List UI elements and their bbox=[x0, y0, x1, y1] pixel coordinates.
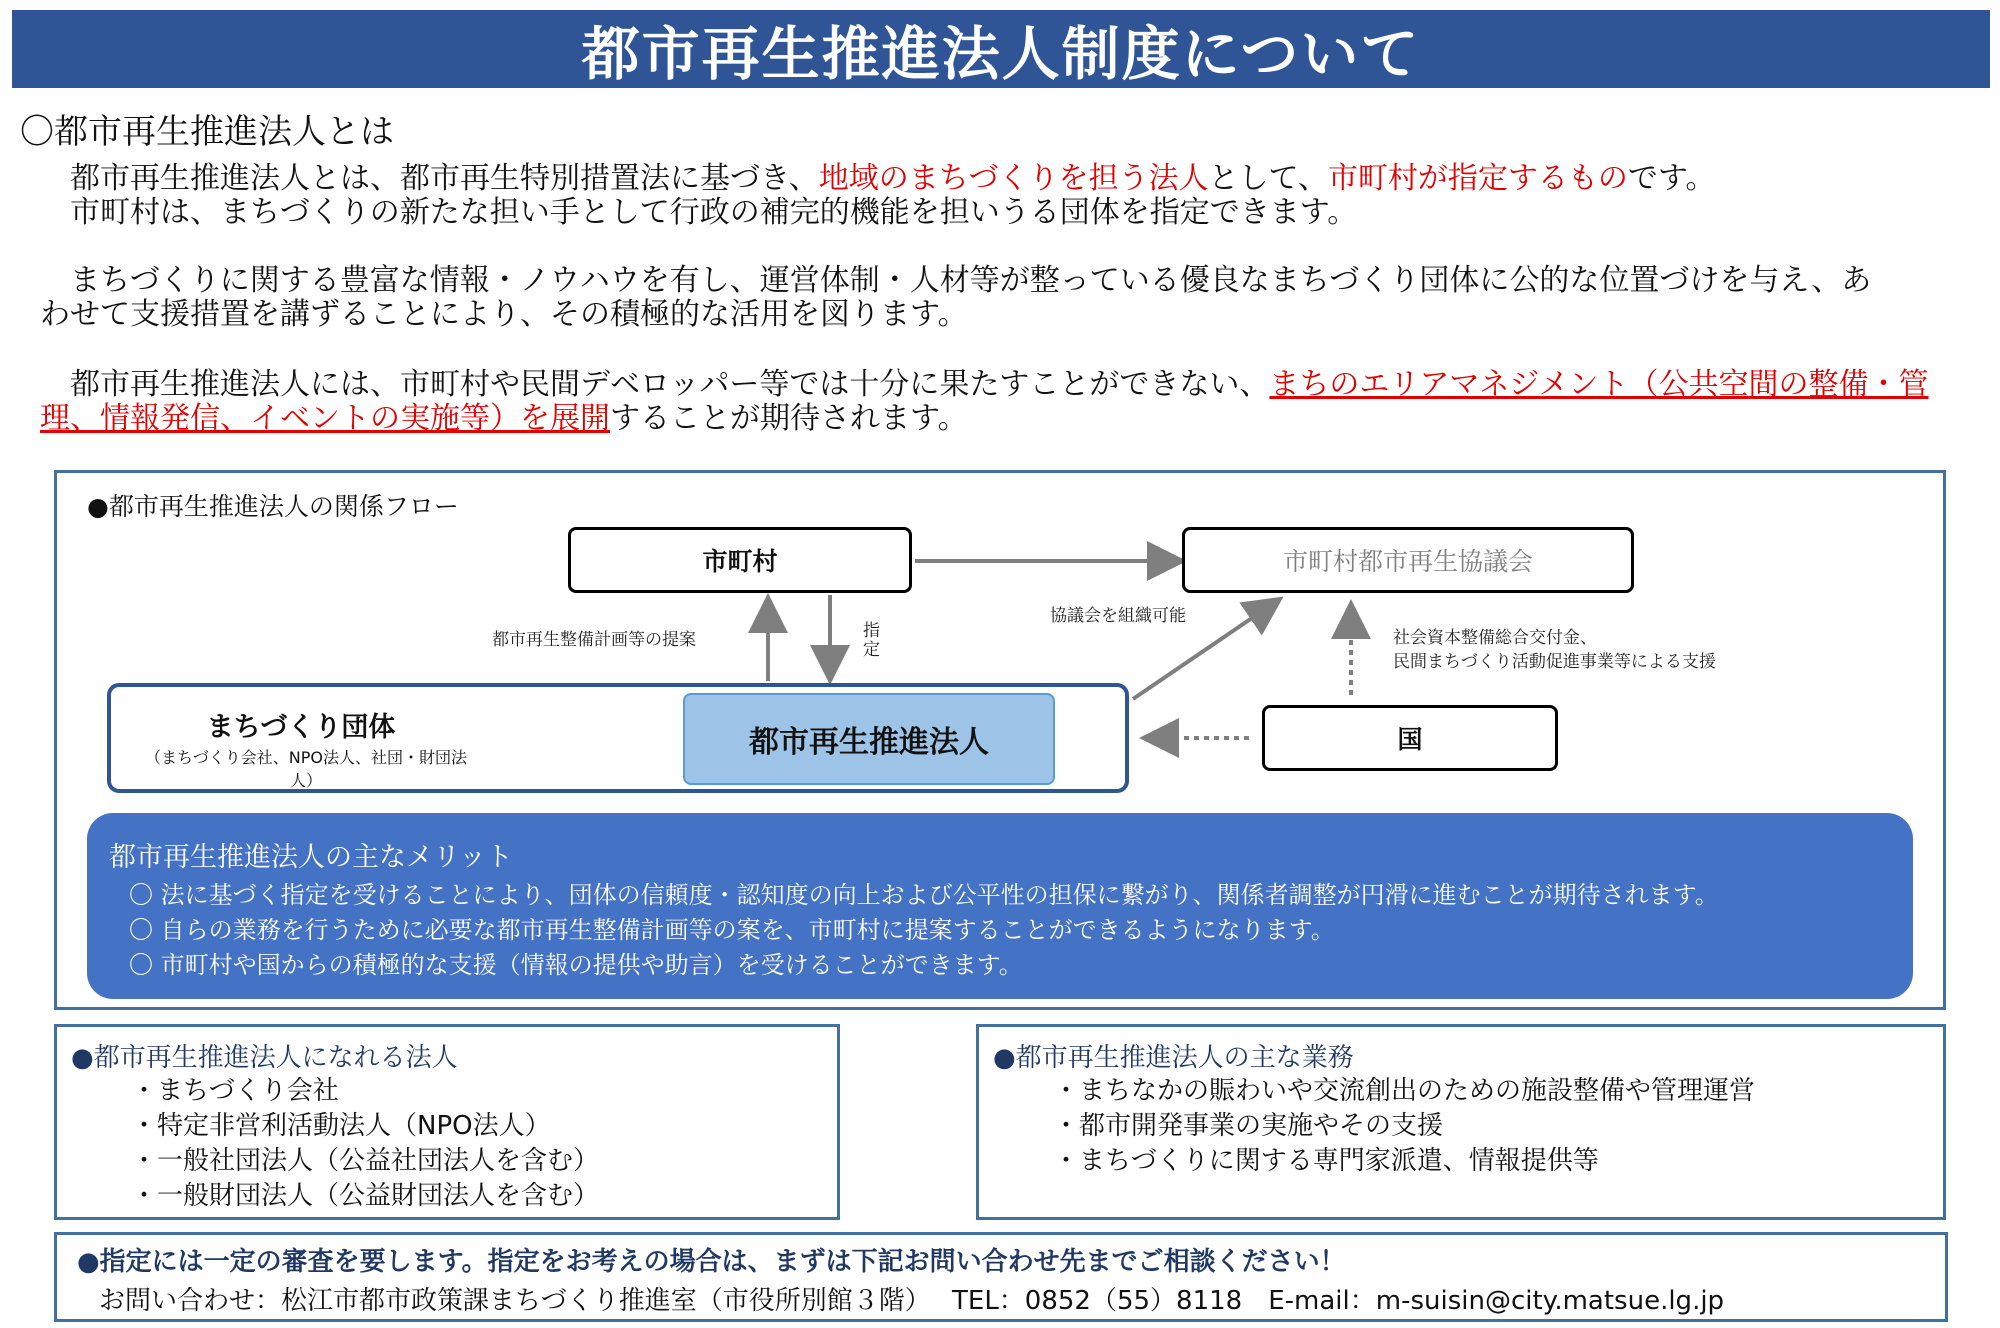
intro-paragraph-1 bbox=[40, 162, 1960, 196]
intro-p1-text-a: 都市再生推進法人とは、都市再生特別措置法に基づき、 bbox=[40, 161, 819, 196]
group-label: まちづくり団体 bbox=[206, 712, 396, 743]
flow-title: ●都市再生推進法人の関係フロー bbox=[87, 492, 459, 521]
eligible-entities-panel bbox=[54, 1024, 840, 1220]
merits-title: 都市再生推進法人の主なメリット bbox=[109, 842, 513, 873]
proposal-label: 都市再生整備計画等の提案 bbox=[492, 630, 696, 650]
relationship-flow-panel bbox=[54, 470, 1946, 1010]
page-title: 都市再生推進法人制度について bbox=[581, 20, 1421, 88]
support-label-line-1: 社会資本整備総合交付金、 bbox=[1393, 628, 1597, 648]
duty-item: ・都市開発事業の実施やその支援 bbox=[1053, 1111, 1444, 1141]
merit-item: 〇 自らの業務を行うために必要な都市再生整備計画等の案を、市町村に提案することができるようになります。 bbox=[129, 916, 1335, 944]
duty-item: ・まちづくりに関する専門家派遣、情報提供等 bbox=[1053, 1146, 1599, 1176]
duties-title: ●都市再生推進法人の主な業務 bbox=[993, 1043, 1354, 1073]
contact-info: お問い合わせ：松江市都市政策課まちづくり推進室（市役所別館３階） TEL：0852（55）8118 E-mail：m-suisin@city.matsue.lg.jp bbox=[99, 1286, 1725, 1316]
duty-item: ・まちなかの賑わいや交流創出のための施設整備や管理運営 bbox=[1053, 1076, 1756, 1106]
intro-p1-text-b: として、 bbox=[1208, 161, 1328, 196]
eligible-item: ・まちづくり会社 bbox=[131, 1076, 339, 1106]
eligible-item: ・一般財団法人（公益財団法人を含む） bbox=[131, 1181, 600, 1211]
group-sublabel: （まちづくり会社、NPO法人、社団・財団法人） bbox=[144, 748, 468, 790]
urban-renewal-corporation-node: 都市再生推進法人 bbox=[683, 693, 1055, 785]
title-banner bbox=[12, 10, 1990, 88]
eligible-title: ●都市再生推進法人になれる法人 bbox=[71, 1043, 458, 1073]
intro-p1-text-c: です。 bbox=[1627, 161, 1716, 196]
nation-node: 国 bbox=[1262, 705, 1558, 771]
merits-panel bbox=[87, 813, 1913, 999]
intro-heading: 〇都市再生推進法人とは bbox=[20, 112, 394, 152]
eligible-item: ・特定非営利活動法人（NPO法人） bbox=[131, 1111, 551, 1141]
intro-paragraph-3: まちづくりに関する豊富な情報・ノウハウを有し、運営体制・人材等が整っている優良なまちづくり団体に公的な位置づけを与え、あわせて支援措置を講ずることにより、その積極的な活用を図ります。 bbox=[40, 263, 1872, 332]
council-formation-label: 協議会を組織可能 bbox=[1050, 606, 1186, 626]
intro-p4-text-a: 都市再生推進法人には、市町村や民間デベロッパー等では十分に果たすことができない、 bbox=[40, 367, 1270, 402]
intro-paragraph-2: 市町村は、まちづくりの新たな担い手として行政の補完的機能を担いうる団体を指定できます。 bbox=[40, 195, 1358, 230]
intro-paragraph-4 bbox=[40, 368, 1940, 436]
main-duties-panel bbox=[976, 1024, 1946, 1220]
contact-panel bbox=[54, 1232, 1948, 1322]
intro-p4-emphasis: まちのエリアマネジメント（公共空間の整備・管理、情報発信、イベントの実施等）を展開 bbox=[40, 367, 1929, 436]
municipality-node: 市町村 bbox=[568, 527, 912, 593]
support-label-line-2: 民間まちづくり活動促進事業等による支援 bbox=[1393, 652, 1716, 672]
intro-p1-emphasis-a: 地域のまちづくりを担う法人 bbox=[818, 161, 1209, 196]
merit-item: 〇 法に基づく指定を受けることにより、団体の信頼度・認知度の向上および公平性の担保に繋がり、関係者調整が円滑に進むことが期待されます。 bbox=[129, 881, 1719, 909]
council-node: 市町村都市再生協議会 bbox=[1182, 527, 1634, 593]
designation-label: 指定 bbox=[859, 621, 879, 659]
intro-p4-text-b: することが期待されます。 bbox=[610, 401, 968, 436]
eligible-item: ・一般社団法人（公益社団法人を含む） bbox=[131, 1146, 600, 1176]
contact-notice: ●指定には一定の審査を要します。指定をお考えの場合は、まずは下記お問い合わせ先までご相談ください！ bbox=[77, 1247, 1346, 1277]
intro-p1-emphasis-b: 市町村が指定するもの bbox=[1327, 161, 1628, 196]
merit-item: 〇 市町村や国からの積極的な支援（情報の提供や助言）を受けることができます。 bbox=[129, 951, 1023, 979]
